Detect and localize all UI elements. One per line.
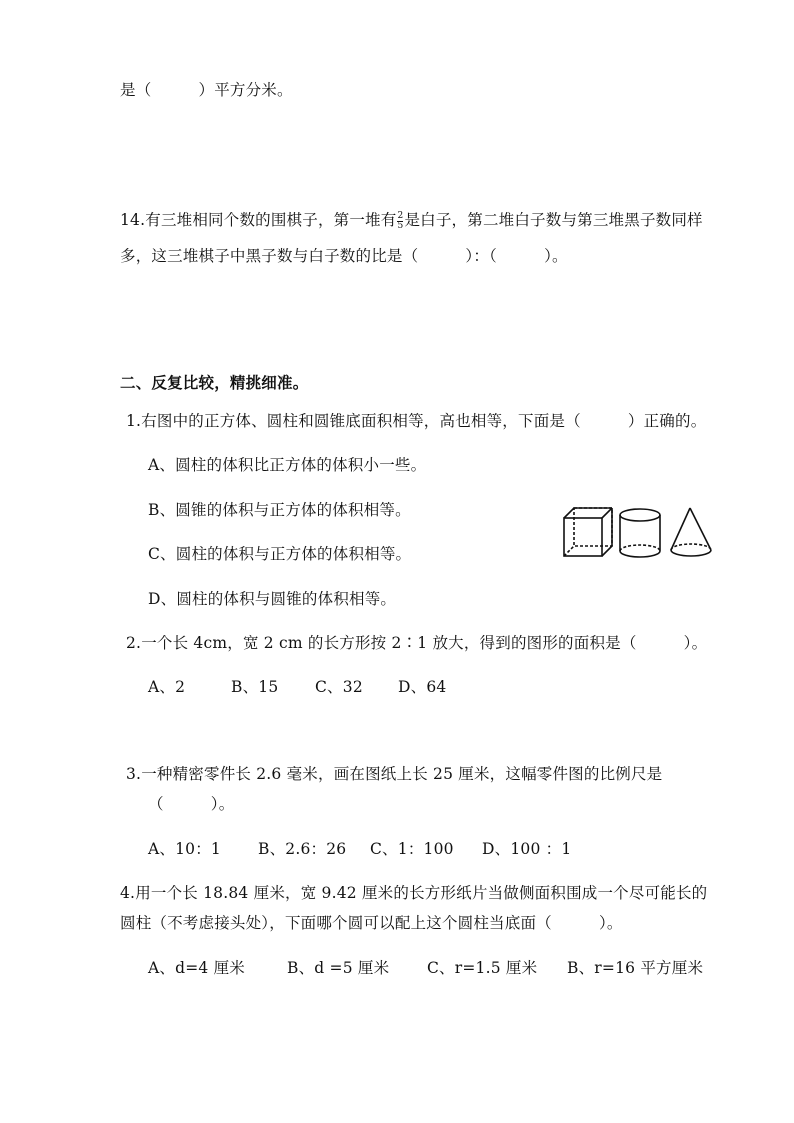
q3-option-b: B、2.6：26 (258, 840, 347, 858)
q3-option-c: C、1：100 (370, 840, 454, 858)
q4-option-a: A、d=4 厘米 (148, 959, 245, 977)
q14-text-before: 14.有三堆相同个数的围棋子，第一堆有 (120, 211, 397, 229)
question-3-line2: （ ）。 (148, 795, 235, 813)
q4-option-c: C、r=1.5 厘米 (427, 959, 538, 977)
cylinder-figure (620, 509, 660, 557)
q1-option-a: A、圆柱的体积比正方体的体积小一些。 (148, 456, 427, 474)
q2-option-b: B、15 (231, 678, 279, 696)
q13-tail: 是（ ）平方分米。 (120, 81, 293, 99)
q4-option-b: B、d =5 厘米 (287, 959, 390, 977)
question-14-line1 (120, 210, 703, 231)
question-3-line1: 3.一种精密零件长 2.6 毫米，画在图纸上长 25 厘米，这幅零件图的比例尺是 (126, 765, 663, 783)
q4-option-d: B、r=16 平方厘米 (567, 959, 704, 977)
question-4-line2: 圆柱（不考虑接头处），下面哪个圆可以配上这个圆柱当底面（ ）。 (120, 914, 623, 932)
q1-option-c: C、圆柱的体积与正方体的体积相等。 (148, 545, 412, 563)
q3-option-a: A、10：1 (148, 840, 221, 858)
q2-option-a: A、2 (148, 678, 186, 696)
solids-figure (560, 504, 720, 560)
q1-option-d: D、圆柱的体积与圆锥的体积相等。 (148, 590, 397, 608)
q3-option-d: D、100 ：1 (482, 840, 572, 858)
question-14-line2: 多，这三堆棋子中黑子数与白子数的比是（ ）：（ ）。 (120, 247, 568, 265)
q14-text-after: 是白子，第二堆白子数与第三堆黑子数同样 (404, 211, 703, 229)
fraction-two-fifths (397, 212, 403, 231)
cube-figure (564, 508, 612, 556)
section-2-title: 二、反复比较，精挑细准。 (120, 373, 309, 392)
question-2-stem: 2.一个长 4cm，宽 2 cm 的长方形按 2∶1 放大，得到的图形的面积是（ ）。 (126, 634, 708, 652)
q1-option-b: B、圆锥的体积与正方体的体积相等。 (148, 501, 411, 519)
q2-option-c: C、32 (315, 678, 363, 696)
question-1-stem: 1.右图中的正方体、圆柱和圆锥底面积相等，高也相等，下面是（ ）正确的。 (126, 412, 707, 430)
fraction-numerator: 2 (397, 210, 404, 221)
fraction-denominator: 5 (397, 220, 404, 231)
question-4-line1: 4.用一个长 18.84 厘米，宽 9.42 厘米的长方形纸片当做侧面积围成一个尽可能长的 (120, 884, 708, 902)
q2-option-d: D、64 (398, 678, 447, 696)
cone-figure (671, 508, 711, 556)
